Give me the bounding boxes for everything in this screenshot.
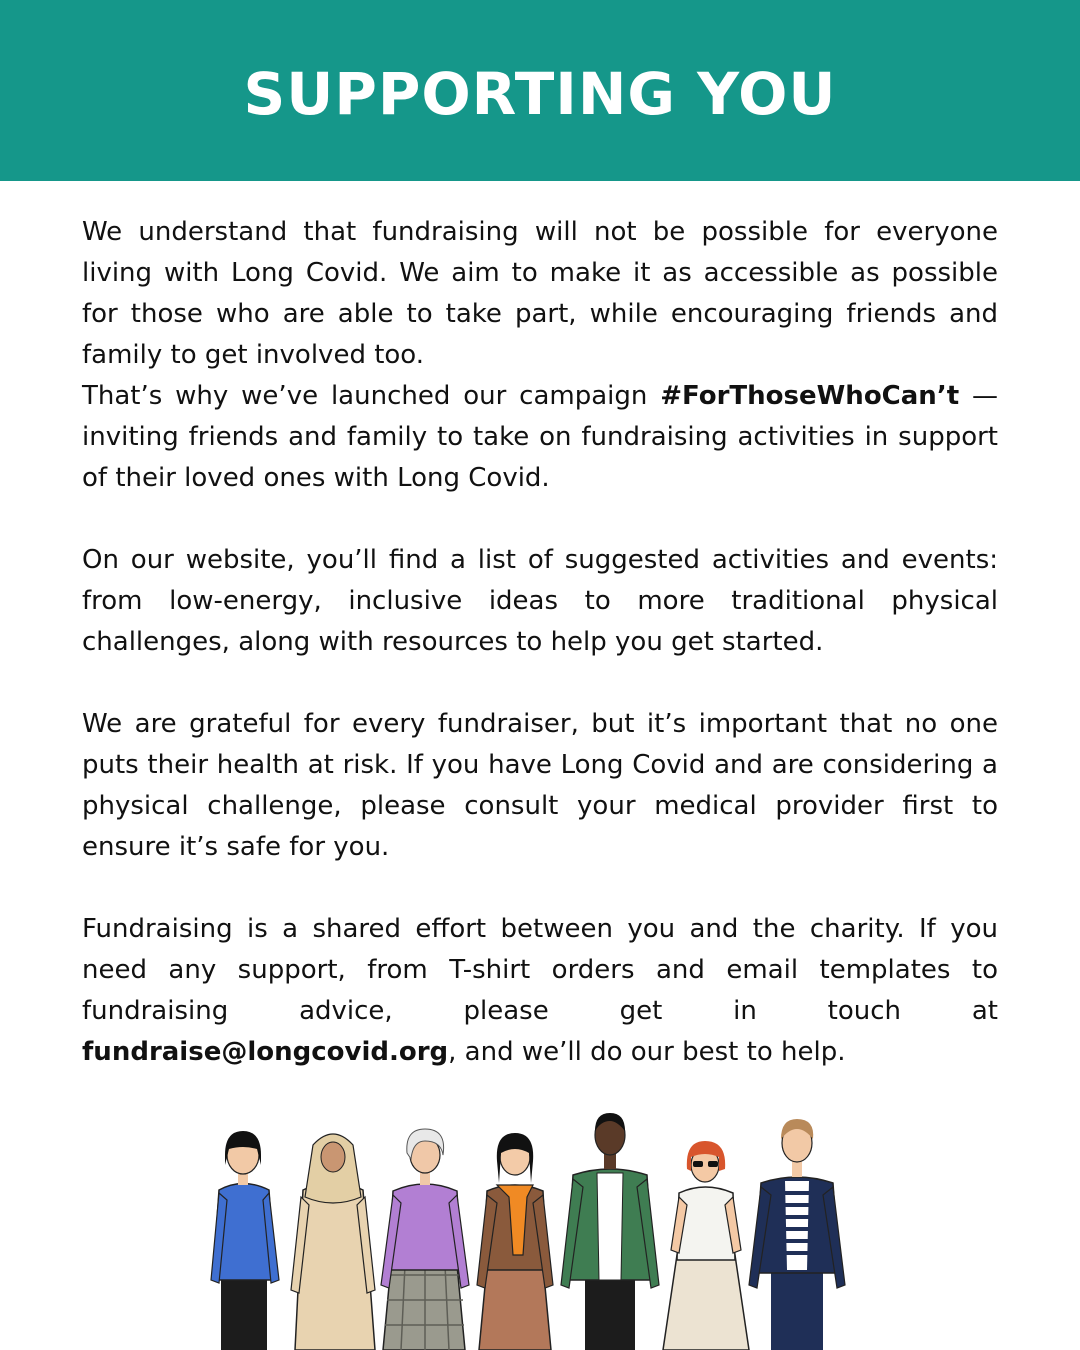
campaign-text-before: That’s why we’ve launched our campaign xyxy=(82,381,661,411)
paragraph-contact xyxy=(82,909,998,1073)
person-blue-top xyxy=(211,1131,279,1350)
person-beige-coat xyxy=(291,1134,375,1350)
paragraph-website: On our website, you’ll find a list of suggested activities and events: from low-energy, inclusive ideas to more traditional physical challenges, along with resources to help you get started. xyxy=(82,545,998,657)
person-navy-blazer xyxy=(749,1119,845,1350)
person-purple-top xyxy=(381,1129,469,1350)
contact-email-link[interactable]: fundraise@longcovid.org xyxy=(82,1037,449,1067)
contact-text-before: Fundraising is a shared effort between you and the charity. If you need any support, from T-shirt orders and email templates to fundraising advice, please get in touch at xyxy=(82,914,998,1026)
header-banner xyxy=(0,0,1080,181)
person-orange-scarf xyxy=(477,1133,553,1350)
campaign-hashtag: #ForThoseWhoCan’t xyxy=(660,381,960,411)
body-text xyxy=(82,212,998,1073)
page-title: SUPPORTING YOU xyxy=(243,59,837,128)
people-illustration xyxy=(205,1105,875,1350)
campaign-text-after: — inviting friends and family to take on fundraising activities in support of their loved ones with Long Covid. xyxy=(82,381,998,493)
paragraph-intro: We understand that fundraising will not be possible for everyone living with Long Covid. We aim to make it as accessible as possible for those who are able to take part, while encouraging friends and family to get involved too. xyxy=(82,217,998,370)
contact-text-after: , and we’ll do our best to help. xyxy=(448,1037,846,1067)
person-red-hair xyxy=(663,1141,749,1350)
paragraph-health: We are grateful for every fundraiser, but it’s important that no one puts their health at risk. If you have Long Covid and are considering a physical challenge, please consult your medical provider first to ensure it’s safe for you. xyxy=(82,709,998,862)
person-green-jacket xyxy=(561,1113,659,1350)
paragraph-campaign xyxy=(82,376,998,499)
